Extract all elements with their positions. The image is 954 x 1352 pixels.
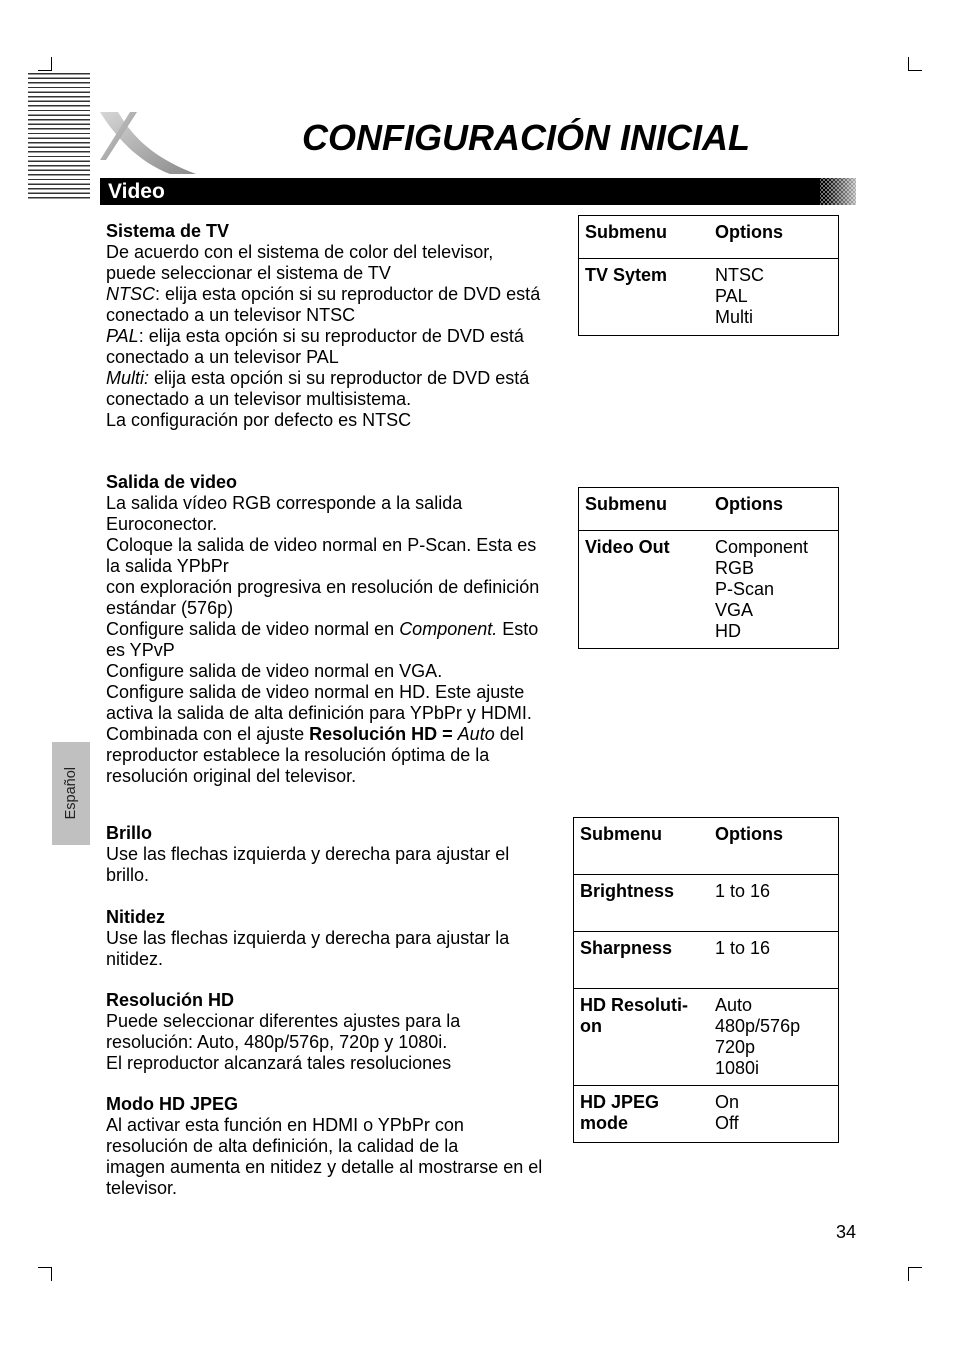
table-row-brightness <box>574 874 838 931</box>
page-number: 34 <box>836 1222 857 1242</box>
crop-mark-top-left <box>38 57 52 71</box>
setting-name: Resolución HD = <box>309 724 453 744</box>
crop-mark-top-right <box>908 57 922 71</box>
options-cell <box>715 938 770 959</box>
option-term: Multi: <box>106 368 150 388</box>
body-line: conectado a un televisor NTSC <box>106 305 356 325</box>
section-bar <box>100 178 820 205</box>
language-side-tab <box>52 742 90 845</box>
submenu-cell <box>580 938 672 959</box>
column-header-options: Options <box>715 824 783 844</box>
submenu-label: Brightness <box>580 881 675 901</box>
body-line: imagen aumenta en nitidez y detalle al mostrarse en el <box>106 1157 543 1177</box>
section-heading: Brillo <box>106 823 153 843</box>
option-value: Auto <box>715 995 753 1015</box>
body-text: del <box>494 724 524 744</box>
body-line <box>106 619 539 640</box>
decorative-stripes <box>28 73 90 199</box>
body-line <box>106 724 539 745</box>
submenu-cell <box>580 881 674 902</box>
body-line: puede seleccionar el sistema de TV <box>106 263 391 283</box>
body-line: Configure salida de video normal en HD. Este ajuste <box>106 682 525 702</box>
body-line: resolución: Auto, 480p/576p, 720p y 1080i. <box>106 1032 448 1052</box>
section-heading: Resolución HD <box>106 990 235 1010</box>
options-cell <box>715 265 764 328</box>
column-header-submenu: Submenu <box>585 494 668 514</box>
column-header-submenu: Submenu <box>585 222 668 242</box>
table-row-hd-jpeg <box>574 1085 838 1142</box>
section-sharpness <box>106 907 509 970</box>
options-cell <box>715 1092 739 1134</box>
options-cell <box>715 995 800 1079</box>
body-line: nitidez. <box>106 949 164 969</box>
submenu-label: on <box>580 1016 602 1036</box>
option-value: HD <box>715 621 741 641</box>
table-header-row <box>574 818 838 874</box>
body-line: resolución de alta definición, la calidad de la <box>106 1136 459 1156</box>
body-line: resolución original del televisor. <box>106 766 357 786</box>
body-line: Euroconector. <box>106 514 218 534</box>
body-text: : elija esta opción si su reproductor de DVD está <box>155 284 541 304</box>
option-term: Component. <box>399 619 498 639</box>
submenu-label: TV Sytem <box>585 265 668 285</box>
body-line: Use las flechas izquierda y derecha para ajustar el <box>106 844 510 864</box>
column-header-submenu: Submenu <box>580 824 663 844</box>
option-value: Component <box>715 537 809 557</box>
section-heading: Nitidez <box>106 907 166 927</box>
column-header-options: Options <box>715 494 783 514</box>
body-text: Esto <box>497 619 539 639</box>
option-value: 720p <box>715 1037 756 1057</box>
body-line: televisor. <box>106 1178 178 1198</box>
body-line: la salida YPbPr <box>106 556 229 576</box>
section-heading: Salida de video <box>106 472 238 492</box>
submenu-cell <box>585 265 667 286</box>
brand-x-logo-icon <box>96 106 200 178</box>
table-row-video-out <box>579 530 838 648</box>
option-value: Multi <box>715 307 754 327</box>
section-hd-resolution <box>106 990 460 1074</box>
table-row-tv-system <box>579 258 838 335</box>
body-line: reproductor establece la resolución óptima de la <box>106 745 490 765</box>
submenu-cell <box>580 995 688 1037</box>
table-header-row <box>579 216 838 258</box>
body-text: Configure salida de video normal en <box>106 619 400 639</box>
section-video-output <box>106 472 539 787</box>
option-value: NTSC <box>715 265 764 285</box>
body-line: estándar (576p) <box>106 598 234 618</box>
body-line: activa la salida de alta definición para YPbPr y HDMI. <box>106 703 532 723</box>
section-heading: Modo HD JPEG <box>106 1094 239 1114</box>
option-value: PAL <box>715 286 748 306</box>
option-value: VGA <box>715 600 754 620</box>
section-heading: Sistema de TV <box>106 221 230 241</box>
body-line: es YPvP <box>106 640 175 660</box>
option-value: RGB <box>715 558 755 578</box>
body-text: Combinada con el ajuste <box>106 724 310 744</box>
option-term: PAL <box>106 326 139 346</box>
submenu-label: mode <box>580 1113 629 1133</box>
body-line: De acuerdo con el sistema de color del televisor, <box>106 242 494 262</box>
body-text: : elija esta opción si su reproductor de DVD está <box>138 326 524 346</box>
table-row-sharpness <box>574 931 838 988</box>
section-hd-jpeg <box>106 1094 542 1199</box>
section-tv-system <box>106 221 540 431</box>
options-cell <box>715 537 808 642</box>
body-line: La salida vídeo RGB corresponde a la salida <box>106 493 463 513</box>
body-line: brillo. <box>106 865 150 885</box>
table-header-row <box>579 488 838 530</box>
option-value: P-Scan <box>715 579 775 599</box>
body-line <box>106 326 540 347</box>
picture-settings-table <box>573 817 839 1143</box>
table-row-hd-resolution <box>574 988 838 1085</box>
option-value: Off <box>715 1113 739 1133</box>
body-line <box>106 368 540 389</box>
body-line: conectado a un televisor multisistema. <box>106 389 412 409</box>
submenu-label: HD JPEG <box>580 1092 660 1112</box>
body-text: elija esta opción si su reproductor de DVD está <box>149 368 530 388</box>
body-line: con exploración progresiva en resolución de definición <box>106 577 540 597</box>
crop-mark-bottom-left <box>38 1267 52 1281</box>
page-title: CONFIGURACIÓN INICIAL <box>302 117 750 158</box>
language-label: Español <box>63 767 79 820</box>
option-value: 1 to 16 <box>715 881 771 901</box>
body-line: Use las flechas izquierda y derecha para ajustar la <box>106 928 510 948</box>
body-line: Puede seleccionar diferentes ajustes para la <box>106 1011 461 1031</box>
section-bar-halftone <box>820 178 856 205</box>
body-line: Al activar esta función en HDMI o YPbPr con <box>106 1115 464 1135</box>
body-line: conectado a un televisor PAL <box>106 347 339 367</box>
options-cell <box>715 881 770 902</box>
option-value: 1 to 16 <box>715 938 771 958</box>
body-line: La configuración por defecto es NTSC <box>106 410 412 430</box>
option-value: 1080i <box>715 1058 760 1078</box>
body-line: El reproductor alcanzará tales resoluciones <box>106 1053 452 1073</box>
option-term: Auto <box>457 724 495 744</box>
column-header-options: Options <box>715 222 783 242</box>
option-term: NTSC <box>106 284 155 304</box>
tv-system-options-table <box>578 215 839 336</box>
video-output-options-table <box>578 487 839 649</box>
section-bar-label: Video <box>108 180 165 203</box>
section-brightness <box>106 823 509 886</box>
option-value: On <box>715 1092 740 1112</box>
submenu-label: HD Resoluti- <box>580 995 688 1015</box>
body-line: Coloque la salida de video normal en P-Scan. Esta es <box>106 535 537 555</box>
submenu-cell <box>580 1092 659 1134</box>
submenu-label: Video Out <box>585 537 670 557</box>
crop-mark-bottom-right <box>908 1267 922 1281</box>
submenu-cell <box>585 537 670 558</box>
body-line: Configure salida de video normal en VGA. <box>106 661 443 681</box>
body-line <box>106 284 540 305</box>
submenu-label: Sharpness <box>580 938 673 958</box>
option-value: 480p/576p <box>715 1016 801 1036</box>
